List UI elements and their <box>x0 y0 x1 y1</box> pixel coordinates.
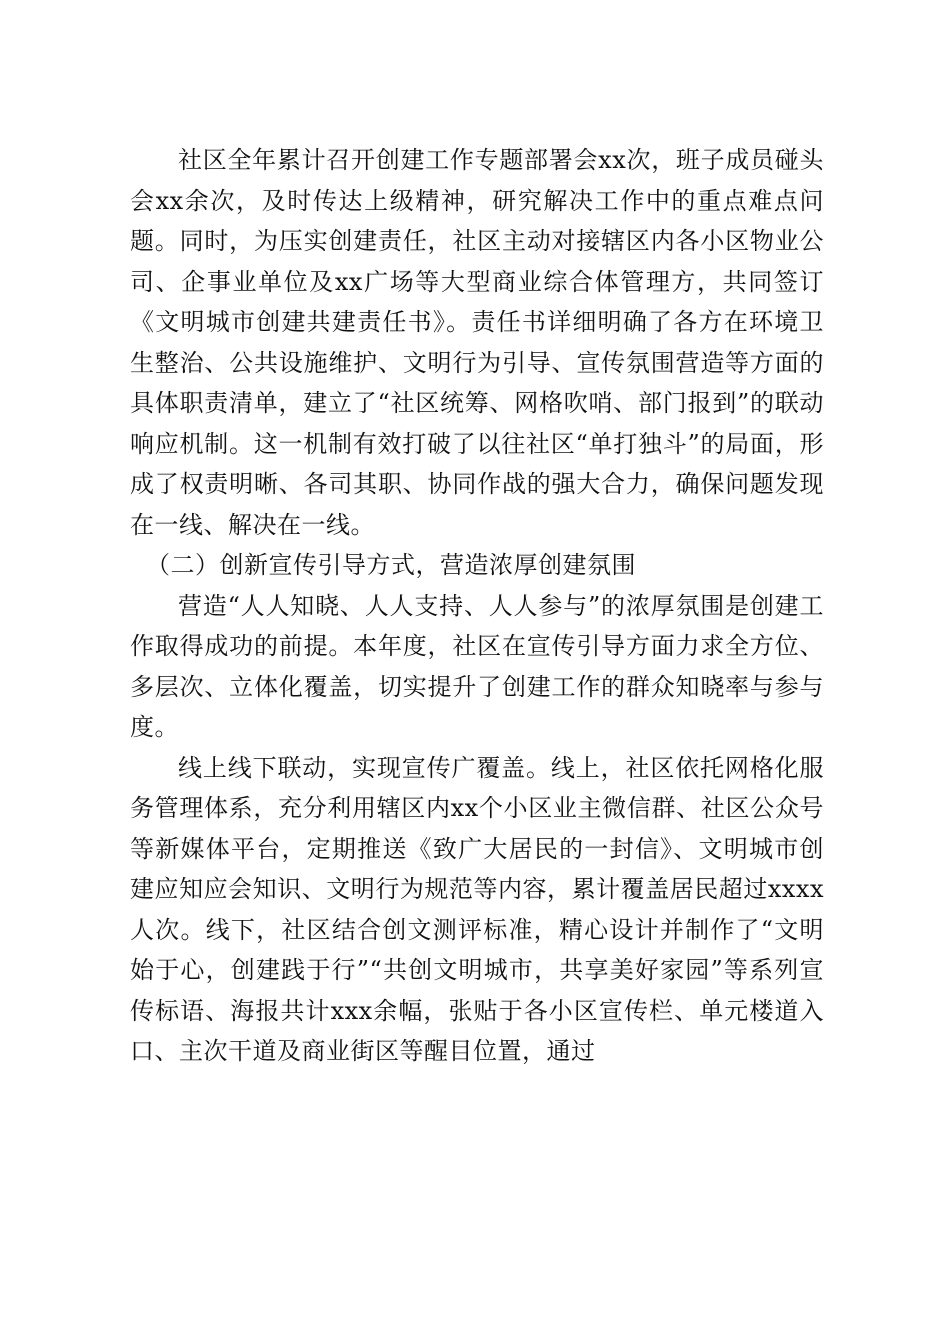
document-body <box>130 140 824 1072</box>
section-heading-publicity: （二）创新宣传引导方式，营造浓厚创建氛围 <box>146 551 636 579</box>
paragraph-responsibility-mechanism: 社区全年累计召开创建工作专题部署会xx次，班子成员碰头会xx余次，及时传达上级精神，研究解决工作中的重点难点问题。同时，为压实创建责任，社区主动对接辖区内各小区物业公司、企事业单位及xx广场等大型商业综合体管理方，共同签订《文明城市创建共建责任书》。责任书详细明确了各方在环境卫生整治、公共设施维护、文明行为引导、宣传氛围营造等方面的具体职责清单，建立了“社区统筹、网格吹哨、部门报到”的联动响应机制。这一机制有效打破了以往社区“单打独斗”的局面，形成了权责明晰、各司其职、协同作战的强大合力，确保问题发现在一线、解决在一线。 <box>130 146 824 539</box>
paragraph-online-offline: 线上线下联动，实现宣传广覆盖。线上，社区依托网格化服务管理体系，充分利用辖区内xx个小区业主微信群、社区公众号等新媒体平台，定期推送《致广大居民的一封信》、文明城市创建应知应会知识、文明行为规范等内容，累计覆盖居民超过xxxx人次。线下，社区结合创文测评标准，精心设计并制作了“文明始于心，创建践于行”“共创文明城市，共享美好家园”等系列宣传标语、海报共计xxx余幅，张贴于各小区宣传栏、单元楼道入口、主次干道及商业街区等醒目位置，通过 <box>130 753 824 1065</box>
paragraph-atmosphere: 营造“人人知晓、人人支持、人人参与”的浓厚氛围是创建工作取得成功的前提。本年度，社区在宣传引导方面力求全方位、多层次、立体化覆盖，切实提升了创建工作的群众知晓率与参与度。 <box>130 591 824 741</box>
